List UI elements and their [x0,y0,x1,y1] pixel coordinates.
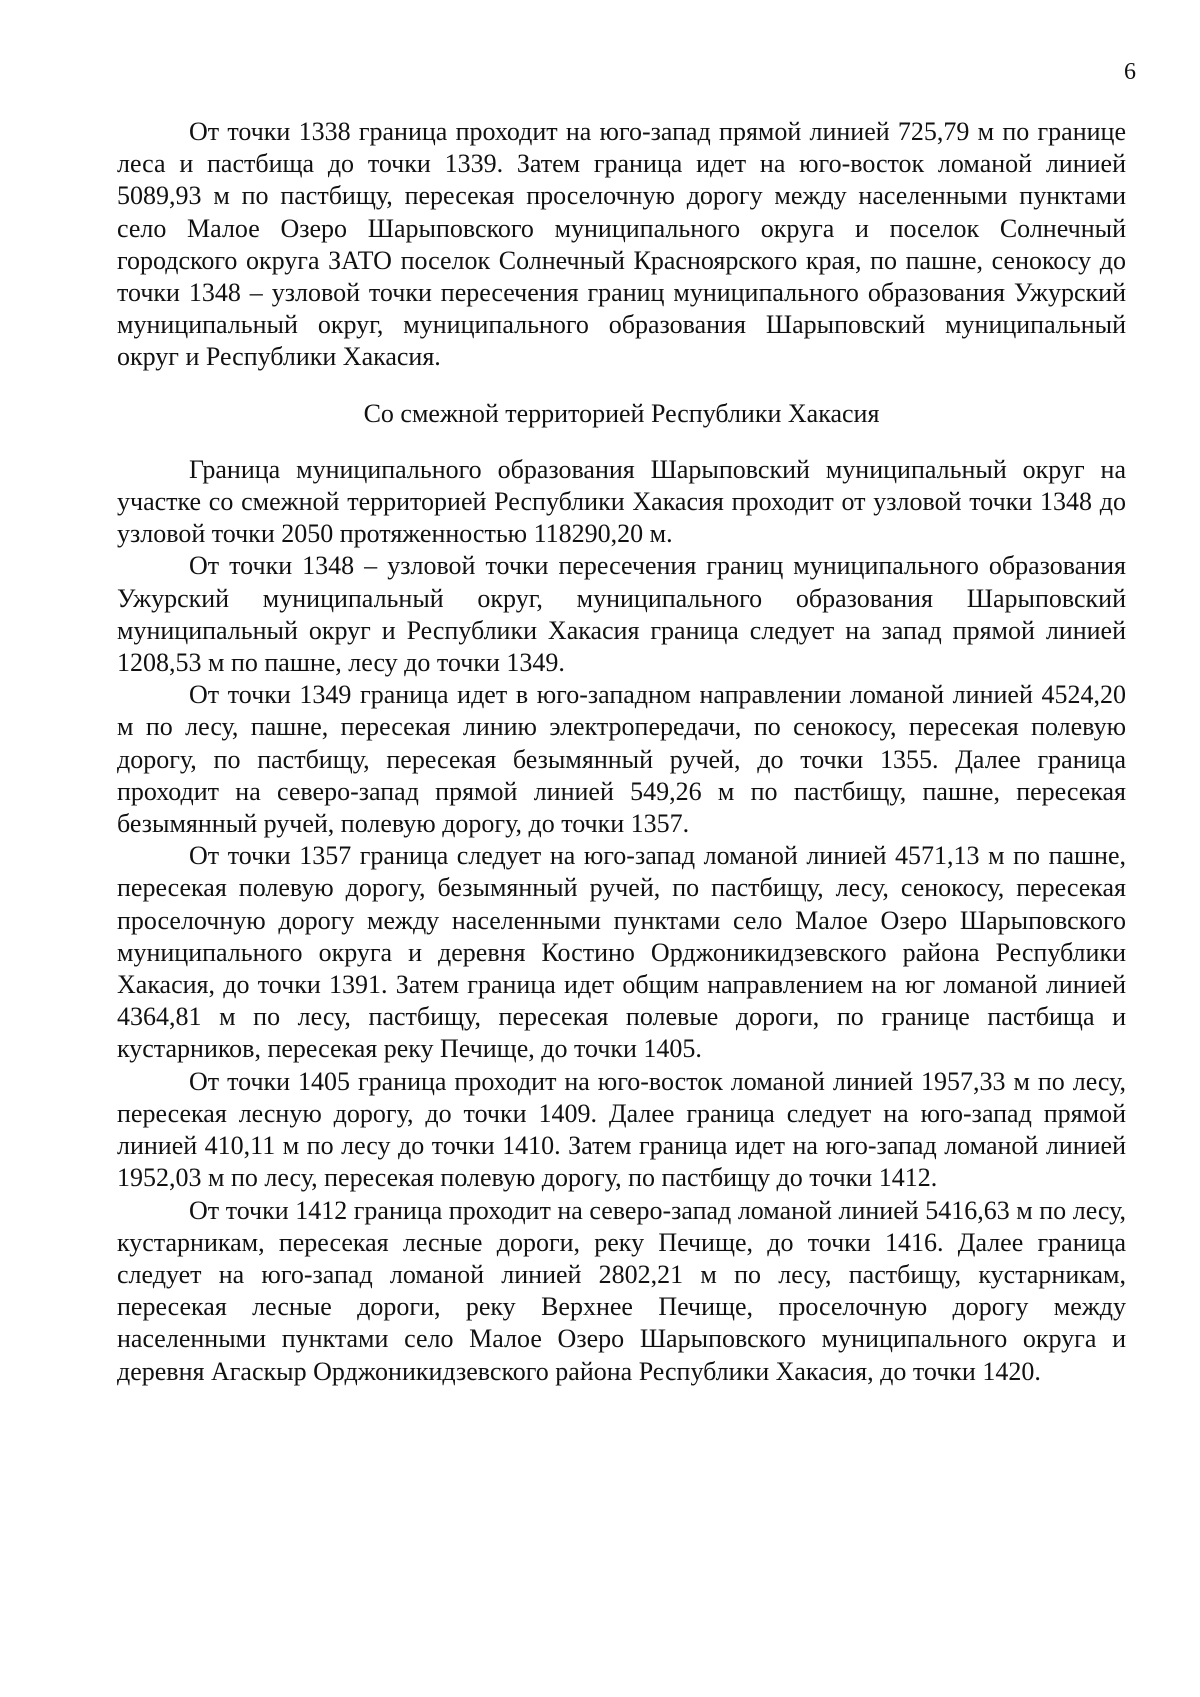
paragraph-boundary-overview: Граница муниципального образования Шарыповский муниципальный округ на участке со смежной территорией Республики Хакасия проходит от узловой точки 1348 до узловой точки 2050 протяженностью 118290,20 м. [117,454,1126,549]
paragraph-point-1348: От точки 1348 – узловой точки пересечения границ муниципального образования Ужурский муниципальный округ, муниципального образования Шарыповский муниципальный округ и Республики Хакасия граница следует на запад прямой линией 1208,53 м по пашне, лесу до точки 1349. [117,551,1126,678]
paragraph-point-1338: От точки 1338 граница проходит на юго-запад прямой линией 725,79 м по границе леса и пастбища до точки 1339. Затем граница идет на юго-восток ломаной линией 5089,93 м по пастбищу, пересекая проселочную дорогу между населенными пунктами село Малое Озеро Шарыповского муниципального округа и поселок Солнечный городского округа ЗАТО поселок Солнечный Красноярского края, по пашне, сенокосу до точки 1348 – узловой точки пересечения границ муниципального образования Ужурский муниципальный округ, муниципального образования Шарыповский муниципальный округ и Республики Хакасия. [117,117,1126,372]
page-number: 6 [1124,59,1136,85]
paragraph-point-1357: От точки 1357 граница следует на юго-запад ломаной линией 4571,13 м по пашне, пересекая полевую дорогу, безымянный ручей, по пастбищу, лесу, сенокосу, пересекая проселочную дорогу между населенными пунктами село Малое Озеро Шарыповского муниципального округа и деревня Костино Орджоникидзевского района Республики Хакасия, до точки 1391. Затем граница идет общим направлением на юг ломаной линией 4364,81 м по лесу, пастбищу, пересекая полевые дороги, по границе пастбища и кустарников, пересекая реку Печище, до точки 1405. [117,841,1126,1064]
paragraph-point-1412: От точки 1412 граница проходит на северо-запад ломаной линией 5416,63 м по лесу, кустарникам, пересекая лесные дороги, реку Печище, до точки 1416. Далее граница следует на юго-запад ломаной линией 2802,21 м по лесу, пастбищу, кустарникам, пересекая лесные дороги, реку Верхнее Печище, проселочную дорогу между населенными пунктами село Малое Озеро Шарыповского муниципального округа и деревня Агаскыр Орджоникидзевского района Республики Хакасия, до точки 1420. [117,1195,1126,1386]
paragraph-point-1405: От точки 1405 граница проходит на юго-восток ломаной линией 1957,33 м по лесу, пересекая лесную дорогу, до точки 1409. Далее граница следует на юго-запад прямой линией 410,11 м по лесу до точки 1410. Затем граница идет на юго-запад ломаной линией 1952,03 м по лесу, пересекая полевую дорогу, по пастбищу до точки 1412. [117,1066,1126,1193]
paragraph-point-1349: От точки 1349 граница идет в юго-западном направлении ломаной линией 4524,20 м по лесу, пашне, пересекая линию электропередачи, по сенокосу, пересекая полевую дорогу, по пастбищу, пересекая безымянный ручей, до точки 1355. Далее граница проходит на северо-запад прямой линией 549,26 м по пастбищу, пашне, пересекая безымянный ручей, полевую дорогу, до точки 1357. [117,680,1126,839]
section-heading: Со смежной территорией Республики Хакасия [363,398,880,428]
document-body [117,116,1126,1388]
